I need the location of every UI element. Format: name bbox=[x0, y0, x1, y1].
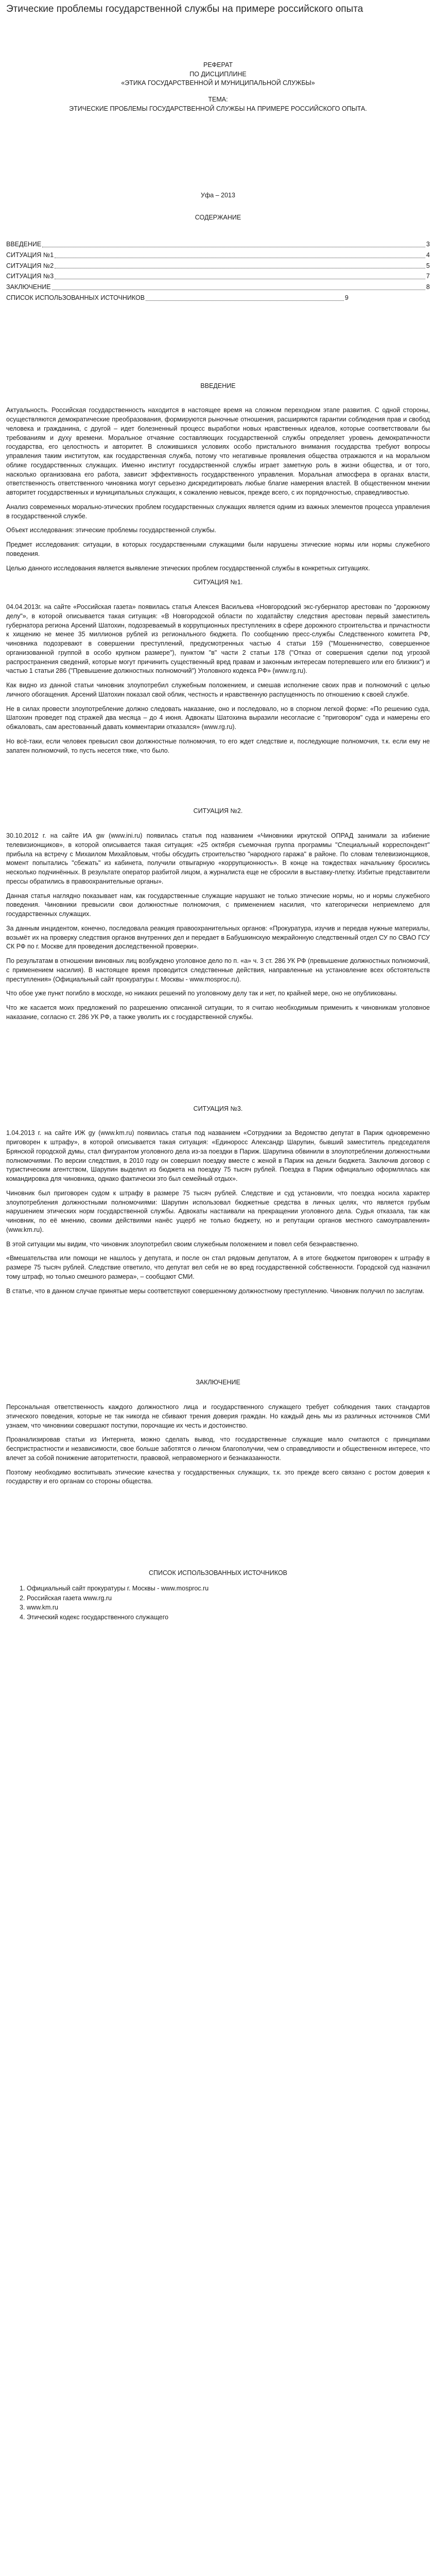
paragraph: Персональная ответственность каждого должностного лица и государственного служащего требует соблюдения таких стандартов этического поведения, которые не так никогда не сбивают трения доверия граждан. Но каждый день мы из различных источников СМИ узнаем, что чиновники совершают поступки, порочащие их честь и достоинство. bbox=[6, 1403, 430, 1429]
paragraph: Как видно из данной статьи чиновник злоупотребил служебным положением, и смешав исполнение своих прав и полномочий с целью личного обогащения. Арсений Шатохин показал свой облик, честность и нравственную распущенность по отношению к своей службе. bbox=[6, 682, 430, 698]
section-heading: СПИСОК ИСПОЛЬЗОВАННЫХ ИСТОЧНИКОВ bbox=[148, 1569, 288, 1577]
paragraph: За данным инцидентом, конечно, последовала реакция правоохранительных органов: «Прокуратура, изучив и передав нужные материалы, возьмёт их на проверку следствия органов внутренних дел и передает в Бабушкинскую межрайонную следственный отдел СУ по СВАО ГСУ СК РФ по г. Москве для проведения доследственной проверки». bbox=[6, 924, 430, 951]
toc-item-label: СИТУАЦИЯ №2 bbox=[6, 262, 54, 269]
toc-item-label: ЗАКЛЮЧЕНИЕ bbox=[6, 283, 51, 291]
section-conclusion bbox=[6, 1378, 430, 1486]
paragraph: 04.04.2013г. на сайте «Российская газета» появилась статья Алексея Васильева «Новгородский экс-губернатор арестован по "дорожному делу"», в которой описывается такая ситуация: «В Новгородской области по ходатайству следствия арестован первый заместитель губернатора региона Арсений Шатохин, подозреваемый в коррупционных преступлениях в сфере дорожного строительства и причастности к хищению не менее 35 миллионов рублей из регионального бюджета. По сообщению пресс-службы Следственного комитета РФ, чиновника подозревают в совершении преступлений, предусмотренных частью 4 статьи 159 ("Мошенничество, совершенное организованной группой в особо крупном размере"), пунктом "в" части 2 статьи 178 ("Отказ от совершения сделки под угрозой распространения сведений, которые могут причинить существенный вред правам и законным интересам потерпевшего или его близких") и частью 1 статьи 286 ("Превышение должностных полномочий") Уголовного кодекса РФ» (www.rg.ru). bbox=[6, 603, 430, 675]
section-situation-1 bbox=[6, 578, 430, 755]
paragraph: Целью данного исследования является выявление этических проблем государственной службы в конкретных ситуациях. bbox=[6, 564, 370, 572]
paragraph: В статье, что в данном случае принятые меры соответствуют совершенному должностному преступлению. Чиновник получил по заслугам. bbox=[6, 1287, 425, 1295]
toc-item-page: 5 bbox=[426, 262, 430, 269]
topic-label: ТЕМА: bbox=[208, 96, 228, 103]
toc-item-label: СИТУАЦИЯ №1 bbox=[6, 251, 54, 259]
paragraph: Не в силах провести злоупотребление должно следовать наказание, оно и последовало, но в спорном легкой форме: «По решению суда, Шатохин проведет под стражей два месяца – до 4 июня. Адвокаты Шатохина выразили несогласие с "приговором" суда и намерены его обжаловать, сам арестованный давать комментарии отказался» (www.rg.ru). bbox=[6, 705, 430, 731]
paragraph: Анализ современных морально-этических проблем государственных служащих является одним из важных элементов процесса управления в государственной службе. bbox=[6, 503, 430, 520]
paragraph: Поэтому необходимо воспитывать этические качества у государственных служащих, т.к. это прежде всего связано с ростом доверия к государству и его органам со стороны общества. bbox=[6, 1468, 430, 1485]
toc-item bbox=[6, 251, 430, 260]
toc-item-page: 7 bbox=[426, 273, 430, 280]
paragraph: В этой ситуации мы видим, что чиновник злоупотребил своим служебным положением и повел себя безнравственно. bbox=[6, 1240, 359, 1248]
paragraph: Но всё-таки, если человек превысил свои должностные полномочия, то его ждет следствие и, последующие полномочия, т.к. если ему не запатен полномочий, то пусть несется тяже, что было. bbox=[6, 737, 430, 754]
paragraph: Объект исследования: этические проблемы государственной службы. bbox=[6, 527, 216, 534]
sources-list bbox=[6, 1584, 430, 1622]
discipline-name: «ЭТИКА ГОСУДАРСТВЕННОЙ И МУНИЦИПАЛЬНОЙ СЛУЖБЫ» bbox=[121, 79, 315, 87]
paragraph: Чиновник был приговорен судом к штрафу в размере 75 тысяч рублей. Следствие и суд установили, что поездка носила характер злоупотребления должностными полномочиями: Шарупин использовал бюджетные средства в личных целях, что является грубым нарушением этических норм государственной службы. Адвокаты настаивали на прекращении уголовного дела. Судья отказала, так как чиновник, по её мнению, своими действиями нанёс ущерб не только бюджету, но и репутации органов местного самоуправления» (www.km.ru). bbox=[6, 1189, 430, 1233]
toc-item bbox=[6, 294, 348, 303]
list-item: 1. Официальный сайт прокуратуры г. Москвы - www.mosproc.ru bbox=[20, 1584, 209, 1592]
toc-item-page: 4 bbox=[426, 251, 430, 259]
toc-item bbox=[6, 272, 430, 281]
paragraph: Данная статья наглядно показывает нам, как государственные служащие нарушают не только этические нормы, но и нормы служебного поведения. Чиновники превысили свои должностные полномочия, с применением насилия, что категорически неприемлемо для государственных служащих. bbox=[6, 892, 430, 918]
paragraph: По результатам в отношении виновных лиц возбуждено уголовное дело по п. «а» ч. 3 ст. 286 УК РФ (превышение должностных полномочий, с применением насилия). В настоящее время проводится следственные действия, направленные на установление всех обстоятельств преступления» (Официальный сайт прокуратуры г. Москвы - www.mosproc.ru). bbox=[6, 957, 430, 983]
section-heading: ВВЕДЕНИЕ bbox=[200, 382, 236, 389]
toc-item bbox=[6, 240, 430, 249]
toc-item-label: СИТУАЦИЯ №3 bbox=[6, 273, 54, 280]
toc-item-page: 8 bbox=[426, 283, 430, 291]
city-year: Уфа – 2013 bbox=[201, 191, 235, 199]
section-heading: СИТУАЦИЯ №2. bbox=[193, 807, 243, 815]
list-item: 2. Российская газета www.rg.ru bbox=[20, 1594, 112, 1602]
topic-name: ЭТИЧЕСКИЕ ПРОБЛЕМЫ ГОСУДАРСТВЕННОЙ СЛУЖБЫ НА ПРИМЕРЕ РОССИЙСКОГО ОПЫТА. bbox=[69, 105, 367, 112]
toc-item bbox=[6, 262, 430, 271]
section-sources bbox=[6, 1569, 430, 1622]
paragraph: 30.10.2012 г. на сайте ИА gw (www.ini.ru) появилась статья под названием «Чиновники иркутской ОПРАД занимали за избиение телевизионщиков», в которой описывается такая ситуация: «25 октября съемочная группа программы "Специальный корреспондент" прибыла на встречу с Михаилом Михайловым, чтобы обсудить строительство "народного гаража" в районе. По словам телевизионщиков, момент попытались "сбежать" из кабинета, получили отвыгарную «коррупционность». В конце на тождествах начальнику бросились несколько подчинённых. В результате оператор разбитой лицом, а журналиста еще не сбросили в выставку-плетку. Избитые представители прессы обратились в правоохранительные органы». bbox=[6, 832, 430, 885]
section-heading: СИТУАЦИЯ №1. bbox=[193, 579, 243, 586]
paragraph: Проанализировав статьи из Интернета, можно сделать вывод, что государственные служащие мало считаются с принципами беспристрастности и независимости, свое больше заботятся о личном благополучии, чем о справедливости и общественном интересе, что влечет за собой понижение авторитетности, правовой, неправомерного и безнаказанности. bbox=[6, 1436, 430, 1462]
page-title: Этические проблемы государственной службы на примере российского опыта bbox=[6, 4, 363, 14]
table-of-contents bbox=[6, 213, 430, 302]
section-heading: СИТУАЦИЯ №3. bbox=[193, 1105, 243, 1112]
paragraph: Что же касается моих предложений по разрешению описанной ситуации, то я считаю необходимым применить к чиновникам уголовное наказание, согласно ст. 286 УК РФ, а также уволить их с государственной службы. bbox=[6, 1004, 430, 1021]
paragraph: 1.04.2013 г. на сайте ИЖ gy (www.km.ru) появилась статья под названием «Сотрудники за Ведомство депутат в Париж одновременно приговорен к штрафу», в которой описывается такая ситуация: «Единоросс Александр Шарупин, бывший заместитель председателя Брянской городской думы, стал фигурантом уголовного дела из-за поездки в Париж. Шарупина обвинили в злоупотреблении должностными полномочиями. По версии следствия, в 2010 году он совершил поездку вместе с женой в Париж на деньги бюджета. Заключив договор с туристическим агентством, Шарупин выделил из бюджета на поездку 75 тысяч рублей. Поездка в Париж официально оформлялась как командировка для чиновника, однако фактически это был семейный отдых». bbox=[6, 1129, 430, 1182]
discipline-label: ПО ДИСЦИПЛИНЕ bbox=[189, 70, 247, 78]
toc-item bbox=[6, 283, 430, 292]
toc-item-page: 3 bbox=[426, 241, 430, 248]
paragraph: Предмет исследования: ситуации, в которых государственными служащими были нарушены этические нормы или нормы служебного поведения. bbox=[6, 541, 430, 557]
toc-item-label: СПИСОК ИСПОЛЬЗОВАННЫХ ИСТОЧНИКОВ bbox=[6, 294, 145, 301]
toc-heading: СОДЕРЖАНИЕ bbox=[195, 214, 241, 222]
paragraph: Актуальность. Российская государственность находится в настоящее время на сложном переходном этапе развития. С одной стороны, осуществляются демократические преобразования, формируются рыночные отношения, расширяются гарантии соблюдения прав и свобод человека и гражданина, с другой – идет болезненный процесс выработки новых нравственных идеалов, которые соответствовали бы требованиям и духу времени. Моральное отчаяние составляющих государственной службы определяет уровень демократичности государства, его целостность и авторитет. В сложившихся условиях особо пристального внимания государства требуют вопросы управления таким институтом, как государственная служба, потому что негативные проявления общества отражаются и на моральном облике государственных служащих. Именно институт государственной службы играет заметную роль в жизни общества, и от того, насколько организована его работа, зависит эффективность государственного управления. Моральная атмосфера в органах власти, ответственность ответственного чиновника могут серьезно дискредитировать любые благие намерения властей. В общественном мнении авторитет государственных и муниципальных служащих, к сожалению невысок, прежде всего, с их порядочностью, справедливостью. bbox=[6, 406, 430, 496]
section-situation-2 bbox=[6, 807, 430, 1022]
list-item: 3. www.km.ru bbox=[20, 1604, 59, 1612]
section-introduction bbox=[6, 382, 430, 573]
toc-item-label: ВВЕДЕНИЕ bbox=[6, 241, 42, 248]
title-page bbox=[6, 61, 430, 200]
section-situation-3 bbox=[6, 1105, 430, 1296]
paragraph: Что обое уже пункт погибло в мосходе, но никаких решений по уголовному делу так и нет, по крайней мере, оно не опубликованы. bbox=[6, 990, 398, 997]
referat-label: РЕФЕРАТ bbox=[203, 61, 233, 69]
section-heading: ЗАКЛЮЧЕНИЕ bbox=[196, 1379, 240, 1386]
paragraph: «Вмешательства или помощи не нашлось у депутата, и после он стал рядовым депутатом, А в итоге бюджетом приговорен к штрафу в размере 75 тысяч рублей. Следствие ответило, что депутат вел себя не во вред государственной собственности. Городской суд назначил тому штраф, но только смешного размера», – сообщают СМИ. bbox=[6, 1255, 430, 1280]
toc-item-page: 9 bbox=[345, 294, 348, 301]
list-item: 4. Этический кодекс государственного служащего bbox=[20, 1614, 169, 1621]
